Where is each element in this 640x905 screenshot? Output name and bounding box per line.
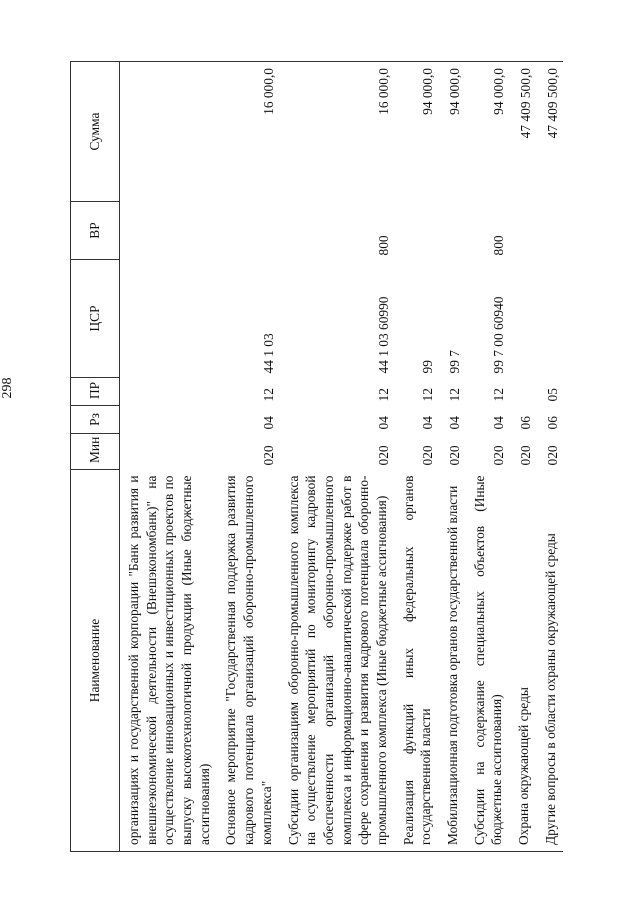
row-vr [120, 202, 218, 260]
row-rz: 04 [375, 416, 391, 430]
row-rz: 04 [420, 416, 436, 430]
row-min: 020 [544, 445, 560, 466]
table-row [439, 62, 466, 852]
row-name: Мобилизационная подготовка органов государственной власти [439, 470, 466, 852]
row-csr [120, 260, 218, 378]
row-sum [120, 62, 218, 202]
row-rz: 04 [491, 416, 507, 430]
table-row [510, 62, 537, 852]
row-csr [537, 260, 564, 378]
table-row [120, 62, 218, 852]
row-pr [510, 378, 537, 406]
row-pr: 12 [447, 388, 462, 402]
row-vr [439, 202, 466, 260]
row-csr: 44 1 03 [260, 333, 276, 374]
row-csr: 44 1 03 60990 [375, 296, 391, 374]
row-pr: 12 [491, 388, 507, 402]
row-name: Субсидии организациям оборонно-промышленного комплекса на осуществление мероприятий по мониторингу кадровой обеспеченности организаций оборонно-промышленного комплекса и информационно-аналитической поддержке работ в сфере сохранения и развития кадрового потенциала оборонно-промышленного комплекса (Иные бюджетные ассигнования) [280, 470, 395, 852]
row-sum: 47 409 500,0 [510, 62, 537, 202]
row-csr: 99 7 [447, 350, 462, 374]
row-name: Другие вопросы в области охраны окружающей среды [537, 470, 564, 852]
row-name: организациях и государственной корпорации "Банк развития и внешнеэкономической деятельности (Внешэкономбанк)" на осуществление инновационных и инвестиционных проектов по выпуску высокотехнологичной продукции (Иные бюджетные ассигнования) [120, 470, 218, 852]
col-header-pr: ПР [71, 378, 120, 406]
row-rz [120, 406, 218, 434]
col-header-sum: Сумма [71, 62, 120, 202]
budget-table [70, 61, 563, 852]
row-pr: 12 [375, 388, 391, 402]
row-min: 020 [375, 445, 391, 466]
row-min: 020 [447, 445, 462, 466]
row-csr: 99 7 00 60940 [491, 296, 507, 374]
row-name: Охрана окружающей среды [510, 470, 537, 852]
row-pr: 05 [544, 388, 560, 402]
row-name: Реализация функций иных федеральных органов государственной власти [395, 470, 439, 852]
row-vr: 800 [491, 235, 507, 256]
row-sum: 47 409 500,0 [537, 62, 564, 202]
col-header-min: Мин [71, 434, 120, 470]
row-rz: 04 [260, 416, 276, 430]
row-pr: 12 [260, 388, 276, 402]
row-min: 020 [260, 445, 276, 466]
col-header-csr: ЦСР [71, 260, 120, 378]
row-pr [120, 378, 218, 406]
row-csr [510, 260, 537, 378]
row-vr [537, 202, 564, 260]
table-row [466, 62, 510, 852]
page-number: 298 [0, 377, 15, 399]
row-min: 020 [420, 445, 436, 466]
table-row [537, 62, 564, 852]
row-sum: 16 000,0 [217, 62, 279, 202]
col-header-vr: ВР [71, 202, 120, 260]
col-header-name: Наименование [71, 470, 120, 852]
row-rz: 06 [518, 416, 534, 430]
row-csr: 99 [420, 360, 436, 374]
row-vr: 800 [375, 235, 391, 256]
table-header-row [71, 62, 120, 852]
row-min: 020 [518, 445, 534, 466]
table-row [395, 62, 439, 852]
row-vr [395, 202, 439, 260]
row-sum: 94 000,0 [466, 62, 510, 202]
row-min: 020 [491, 445, 507, 466]
row-rz: 06 [544, 416, 560, 430]
row-name: Основное мероприятие "Государственная поддержка развития кадрового потенциала организаций оборонно-промышленного комплекса" [217, 470, 279, 852]
row-vr [217, 202, 279, 260]
row-sum: 94 000,0 [439, 62, 466, 202]
row-vr [510, 202, 537, 260]
row-sum: 94 000,0 [395, 62, 439, 202]
rotated-document [70, 62, 580, 852]
row-name: Субсидии на содержание специальных объектов (Иные бюджетные ассигнования) [466, 470, 510, 852]
table-row [217, 62, 279, 852]
row-rz: 04 [447, 416, 462, 430]
row-min [120, 434, 218, 470]
table-row [280, 62, 395, 852]
col-header-rz: Рз [71, 406, 120, 434]
row-sum: 16 000,0 [280, 62, 395, 202]
row-pr: 12 [420, 388, 436, 402]
